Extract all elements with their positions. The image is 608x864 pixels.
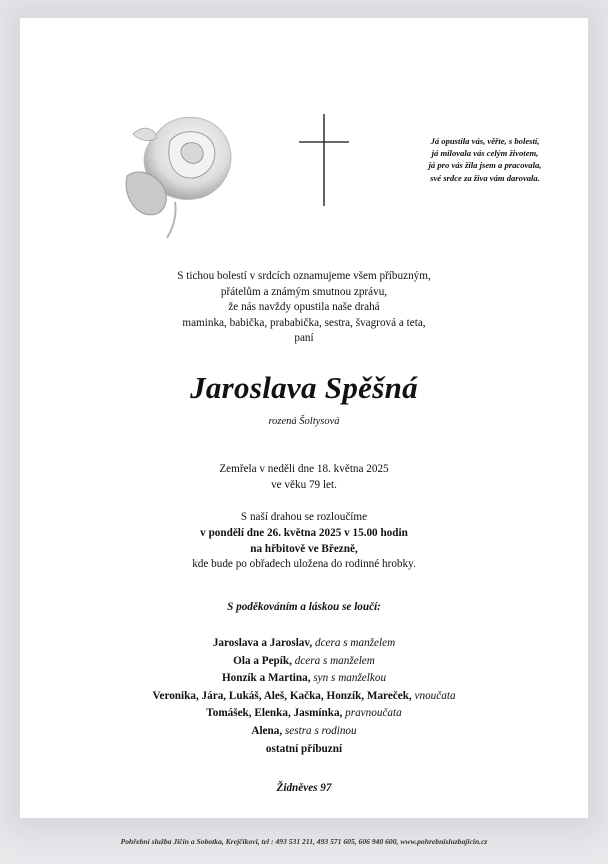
death-age: ve věku 79 let.	[271, 478, 337, 491]
announcement	[104, 269, 504, 347]
family-address: Židněves 97	[276, 782, 332, 794]
mourner-names: ostatní příbuzní	[265, 742, 343, 755]
mourner-line	[64, 705, 544, 723]
mourners-list	[64, 635, 544, 758]
funeral-intro: S naší drahou se rozloučíme	[240, 511, 368, 523]
death-date: Zemřela v neděli dne 18. května 2025	[219, 463, 389, 475]
mourner-names: Veronika, Jára, Lukáš, Aleš, Kačka, Honzík, Mareček,	[152, 689, 412, 702]
mourner-names: Ola a Pepík,	[233, 654, 292, 667]
thanks-heading: S poděkováním a láskou se loučí:	[227, 601, 381, 613]
mourner-names: Tomášek, Elenka, Jasmínka,	[206, 707, 343, 720]
announcement-line: S tichou bolestí v srdcích oznamujeme všem příbuzným,	[177, 270, 431, 282]
mourner-relation: sestra s rodinou	[284, 724, 357, 737]
mourner-names: Honzík a Martina,	[221, 672, 311, 685]
funeral-location: na hřbitově ve Březně,	[250, 542, 358, 555]
verse-line: Já opustila vás, věřte, s bolestí,	[430, 136, 540, 146]
cross-icon	[299, 114, 349, 206]
mourner-line	[64, 741, 544, 759]
mourner-relation: vnoučata	[414, 689, 456, 702]
verse-line: já pro vás žila jsem a pracovala,	[428, 160, 542, 171]
announcement-line: paní	[294, 332, 314, 345]
death-info	[104, 462, 504, 493]
funeral-note: kde bude po obřadech uložena do rodinné hrobky.	[192, 558, 416, 571]
mourner-names: Alena,	[251, 724, 283, 737]
mourner-line	[64, 670, 544, 688]
rose-icon	[115, 106, 250, 241]
funeral-service-footer: Pohřební služba Jičín a Sobotka, Krejčíkovi, tel : 493 531 211, 493 571 605, 606 940 600, www.pohrebnisluzbajicin.cz	[120, 837, 488, 846]
deceased-name: Jaroslava Spěšná	[190, 370, 418, 405]
memorial-verse	[390, 135, 580, 184]
announcement-line: že nás navždy opustila naše drahá	[228, 301, 380, 314]
announcement-line: maminka, babička, prababička, sestra, švagrová a teta,	[182, 316, 426, 329]
mourner-line	[64, 653, 544, 671]
mourner-names: Jaroslava a Jaroslav,	[212, 637, 313, 649]
maiden-name: rozená Šoltysová	[268, 416, 340, 427]
verse-line: já milovala vás celým životem,	[431, 148, 539, 159]
funeral-info	[104, 510, 504, 573]
verse-line: své srdce za živa vám darovala.	[430, 172, 540, 183]
mourner-relation: dcera s manželem	[314, 637, 396, 649]
mourner-line	[64, 688, 544, 706]
mourner-relation: dcera s manželem	[294, 654, 375, 667]
funeral-datetime: v pondělí dne 26. května 2025 v 15.00 hodin	[200, 526, 408, 539]
mourner-line	[64, 723, 544, 741]
mourner-relation: pravnoučata	[345, 707, 402, 720]
mourner-relation: syn s manželkou	[313, 672, 387, 685]
mourner-line	[64, 635, 544, 653]
announcement-line: přátelům a známým smutnou zprávu,	[220, 285, 388, 298]
